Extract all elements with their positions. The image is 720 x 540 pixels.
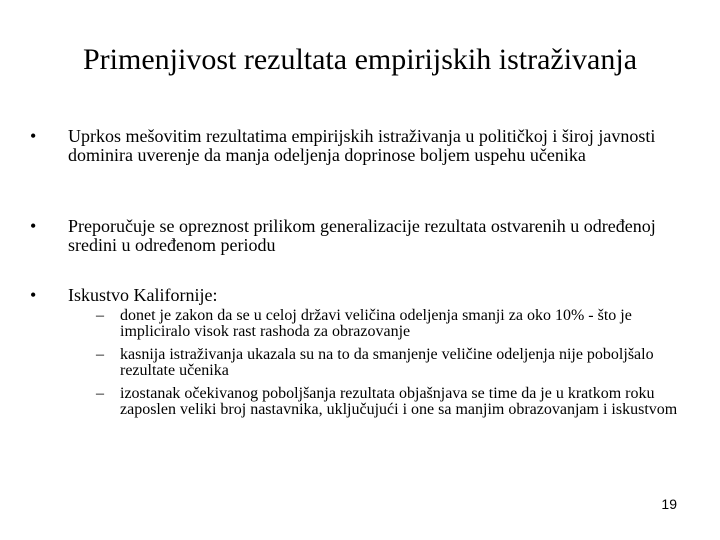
page-number: 19 [661, 496, 677, 512]
sub-bullet-text: izostanak očekivanog poboljšanja rezultata objašnjava se time da je u kratkom roku zaposlen veliki broj nastavnika, uključujući i one sa manjim obrazovanjam i iskustvom [120, 385, 678, 418]
bullet-text: Uprkos mešovitim rezultatima empirijskih istraživanja u političkoj i široj javnosti dominira uverenje da manja odeljenja doprinose boljem uspehu učenika [68, 126, 656, 165]
bullet-text: Iskustvo Kalifornije: [68, 285, 218, 305]
sub-bullet-text: kasnija istraživanja ukazala su na to da smanjenje veličine odeljenja nije poboljšalo rezultate učenika [120, 346, 654, 379]
bullet-icon: • [30, 126, 37, 146]
dash-icon: – [96, 385, 104, 402]
slide-title: Primenjivost rezultata empirijskih istraživanja [82, 43, 638, 76]
bullet-icon: • [30, 216, 37, 236]
dash-icon: – [96, 307, 104, 324]
dash-icon: – [96, 346, 104, 363]
sub-bullet-text: donet je zakon da se u celoj državi veličina odeljenja smanji za oko 10% - što je impliciralo visok rast rashoda za obrazovanje [120, 307, 632, 340]
bullet-icon: • [30, 285, 37, 305]
bullet-text: Preporučuje se opreznost prilikom generalizacije rezultata ostvarenih u određenoj sredini u određenom periodu [68, 216, 656, 255]
